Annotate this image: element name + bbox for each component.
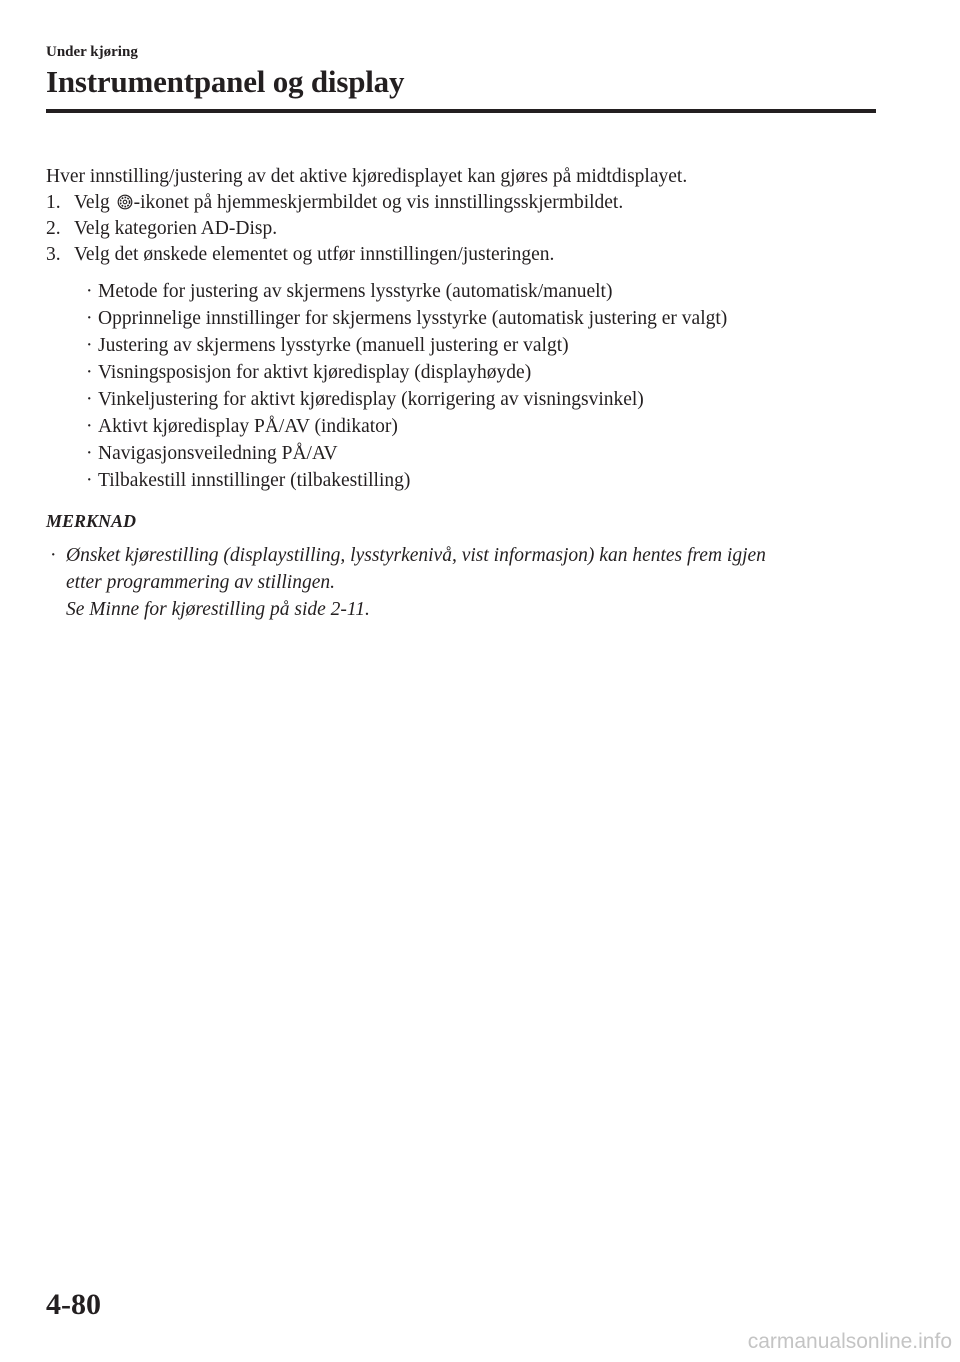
bullet-icon: · xyxy=(86,335,93,356)
bullet-icon: · xyxy=(86,362,93,383)
note-line: Ønsket kjørestilling (displaystilling, lysstyrkenivå, vist informasjon) kan hentes frem igjen xyxy=(66,545,766,566)
list-item xyxy=(86,386,886,413)
list-item-text: Aktivt kjøredisplay PÅ/AV (indikator) xyxy=(98,416,398,437)
step-item xyxy=(46,190,886,216)
step-text-after-icon: -ikonet på hjemmeskjermbildet og vis innstillingsskjermbildet. xyxy=(133,192,624,213)
list-item xyxy=(86,332,886,359)
step-item xyxy=(46,242,886,268)
list-item xyxy=(86,278,886,305)
list-item-text: Navigasjonsveiledning PÅ/AV xyxy=(98,443,338,464)
note-heading: MERKNAD xyxy=(46,511,137,531)
bullet-icon: · xyxy=(86,470,93,491)
list-item-text: Metode for justering av skjermens lysstyrke (automatisk/manuelt) xyxy=(98,281,613,302)
list-item-text: Visningsposisjon for aktivt kjøredisplay (displayhøyde) xyxy=(98,362,532,383)
list-item xyxy=(86,440,886,467)
intro-paragraph: Hver innstilling/justering av det aktive kjøredisplayet kan gjøres på midtdisplayet. xyxy=(46,166,688,187)
bullet-icon: · xyxy=(50,545,57,566)
settings-items-list xyxy=(46,278,886,494)
list-item xyxy=(86,413,886,440)
bullet-icon: · xyxy=(86,389,93,410)
list-item xyxy=(86,305,886,332)
bullet-icon: · xyxy=(86,443,93,464)
list-item-text: Tilbakestill innstillinger (tilbakestilling) xyxy=(98,470,411,491)
list-item xyxy=(86,467,886,494)
list-item xyxy=(86,359,886,386)
step-text-before-icon: Velg xyxy=(74,192,115,213)
title-rule xyxy=(46,109,876,113)
list-item-text: Justering av skjermens lysstyrke (manuell justering er valgt) xyxy=(98,335,569,356)
bullet-icon: · xyxy=(86,416,93,437)
page-content xyxy=(46,164,886,623)
list-item-text: Opprinnelige innstillinger for skjermens lysstyrke (automatisk justering er valgt) xyxy=(98,308,728,329)
step-text: Velg kategorien AD-Disp. xyxy=(74,218,278,239)
step-number: 1. xyxy=(46,192,61,213)
note-line: etter programmering av stillingen. xyxy=(66,572,336,593)
settings-gear-icon xyxy=(117,194,133,210)
watermark: carmanualsonline.info xyxy=(747,1330,952,1353)
page-title: Instrumentpanel og display xyxy=(46,64,405,99)
note-cross-reference: Se Minne for kjørestilling på side 2-11. xyxy=(66,599,370,620)
step-number: 2. xyxy=(46,218,61,239)
note-body xyxy=(46,542,886,623)
bullet-icon: · xyxy=(86,281,93,302)
step-item xyxy=(46,216,886,242)
step-text xyxy=(74,190,623,216)
bullet-icon: · xyxy=(86,308,93,329)
section-label: Under kjøring xyxy=(46,44,138,60)
step-text: Velg det ønskede elementet og utfør innstillingen/justeringen. xyxy=(74,244,555,265)
page-number: 4-80 xyxy=(46,1288,101,1321)
steps-list xyxy=(46,190,886,268)
list-item-text: Vinkeljustering for aktivt kjøredisplay (korrigering av visningsvinkel) xyxy=(98,389,644,410)
step-number: 3. xyxy=(46,244,61,265)
